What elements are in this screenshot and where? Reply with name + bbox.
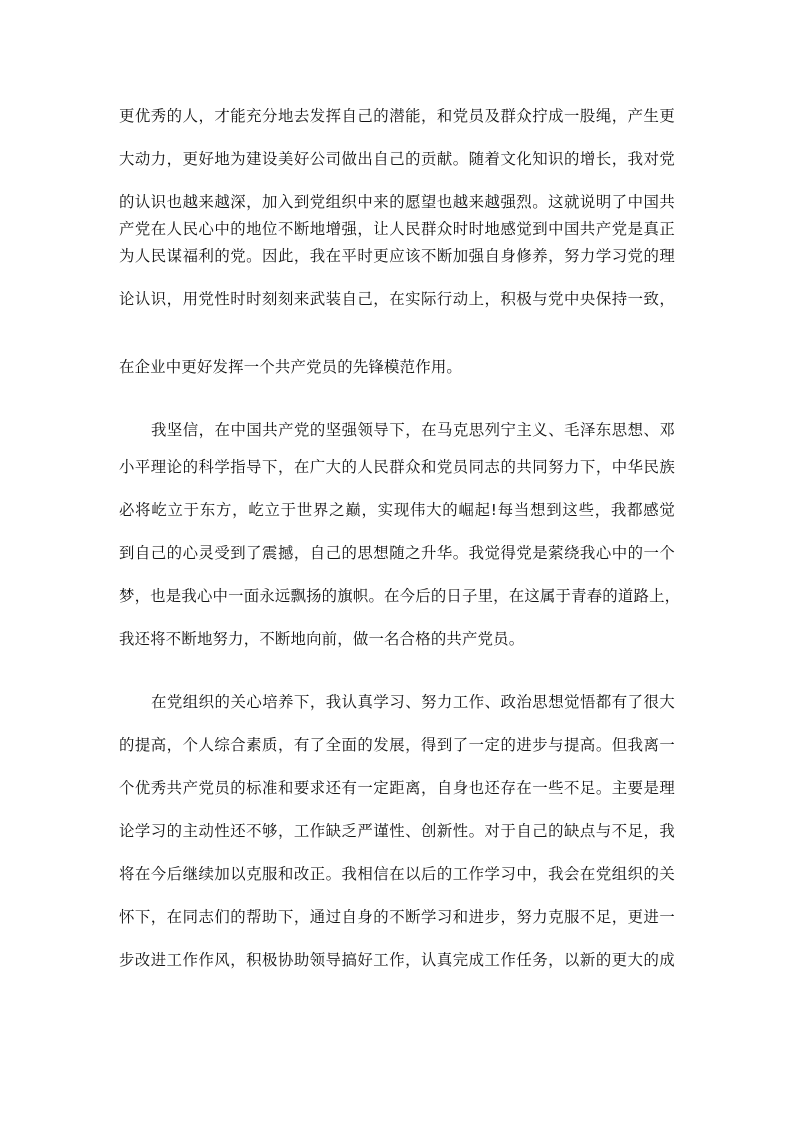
text-line: 论认识，用党性时时刻刻来武装自己，在实际行动上，积极与党中央保持一致， bbox=[119, 290, 675, 308]
text-line: 梦，也是我心中一面永远飘扬的旗帜。在今后的日子里，在这属于青春的道路上， bbox=[119, 587, 681, 605]
text-line: 我坚信，在中国共产党的坚强领导下，在马克思列宁主义、毛泽东思想、邓 bbox=[151, 421, 675, 439]
text-line: 到自己的心灵受到了震撼，自己的思想随之升华。我觉得党是萦绕我心中的一个 bbox=[119, 544, 675, 562]
text-line: 我还将不断地努力，不断地向前，做一名合格的共产党员。 bbox=[119, 630, 525, 648]
text-line: 个优秀共产党员的标准和要求还有一定距离，自身也还存在一些不足。主要是理 bbox=[119, 779, 675, 797]
text-line: 的认识也越来越深，加入到党组织中来的愿望也越来越强烈。这就说明了中国共 bbox=[119, 193, 675, 211]
text-line: 将在今后继续加以克服和改正。我相信在以后的工作学习中，我会在党组织的关 bbox=[119, 865, 675, 883]
text-line: 在企业中更好发挥一个共产党员的先锋模范作用。 bbox=[119, 358, 462, 376]
text-line: 必将屹立于东方，屹立于世界之巅，实现伟大的崛起!每当想到这些，我都感觉 bbox=[119, 501, 675, 519]
text-line: 步改进工作作风，积极协助领导搞好工作，认真完成工作任务，以新的更大的成 bbox=[119, 951, 675, 969]
text-line: 在党组织的关心培养下，我认真学习、努力工作、政治思想觉悟都有了很大 bbox=[151, 693, 675, 711]
text-line: 小平理论的科学指导下，在广大的人民群众和党员同志的共同努力下，中华民族 bbox=[119, 458, 675, 476]
text-line: 大动力，更好地为建设美好公司做出自己的贡献。随着文化知识的增长，我对党 bbox=[119, 150, 675, 168]
text-line: 怀下，在同志们的帮助下，通过自身的不断学习和进步，努力克服不足，更进一 bbox=[119, 908, 675, 926]
text-line: 产党在人民心中的地位不断地增强，让人民群众时时地感觉到中国共产党是真正 bbox=[119, 220, 675, 238]
text-line: 论学习的主动性还不够，工作缺乏严谨性、创新性。对于自己的缺点与不足，我 bbox=[119, 822, 675, 840]
text-line: 为人民谋福利的党。因此，我在平时更应该不断加强自身修养，努力学习党的理 bbox=[119, 247, 675, 265]
text-line: 更优秀的人，才能充分地去发挥自己的潜能，和党员及群众拧成一股绳，产生更 bbox=[119, 107, 675, 125]
text-line: 的提高，个人综合素质，有了全面的发展，得到了一定的进步与提高。但我离一 bbox=[119, 736, 675, 754]
